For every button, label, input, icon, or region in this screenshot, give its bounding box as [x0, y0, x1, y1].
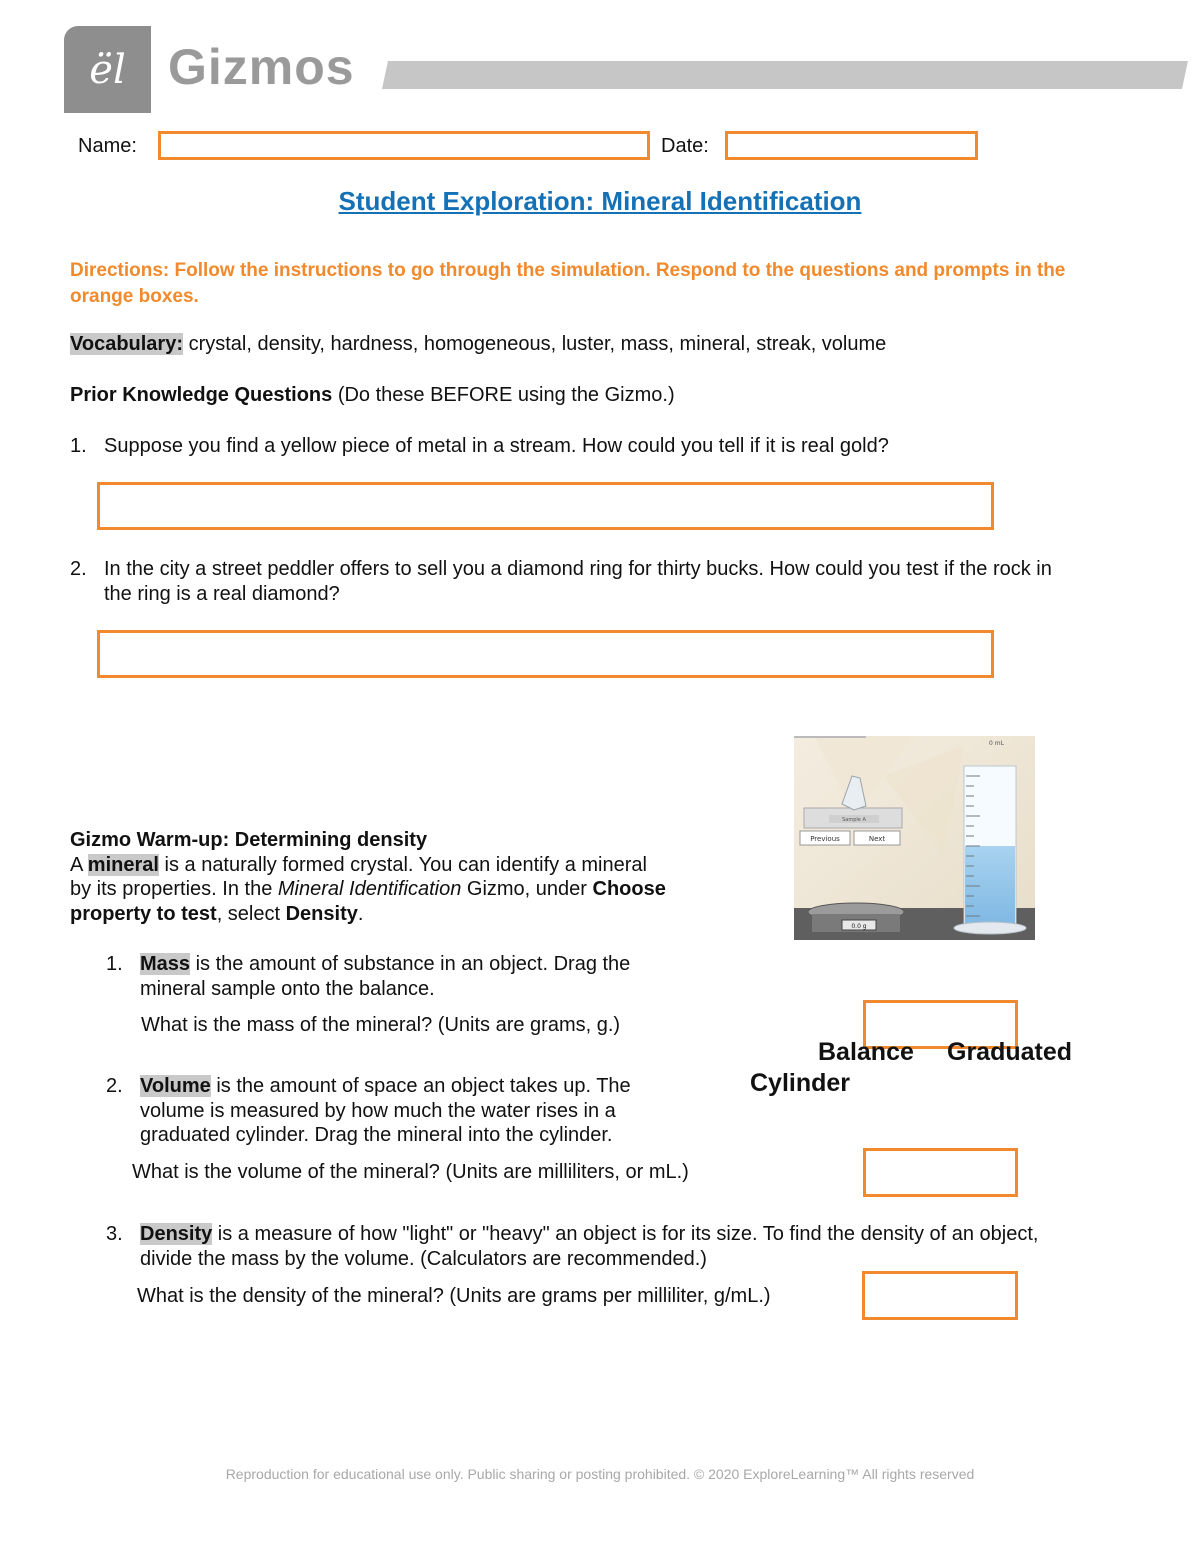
term-mass: Mass [140, 953, 191, 975]
simulation-illustration [794, 736, 1035, 940]
graduated-label: Graduated [947, 1038, 1073, 1066]
footer-copyright: Reproduction for educational use only. Public sharing or posting prohibited. © 2020 ExploreLearning™ All rights reserved [225, 1466, 975, 1482]
vocabulary [70, 332, 886, 357]
prior-note: (Do these BEFORE using the Gizmo.) [337, 384, 675, 406]
choose-text: Choose [592, 878, 666, 900]
question-1 [70, 434, 889, 459]
name-label: Name: [78, 135, 137, 157]
warmup-text-f: . [357, 902, 364, 925]
warmup-item-2 [106, 1074, 706, 1148]
warmup-heading: Gizmo Warm-up: Determining density [70, 829, 428, 851]
sample-label: Sample A [842, 817, 866, 823]
warmup-section [70, 828, 730, 926]
item-3-number: 3. [106, 1223, 123, 1245]
mass-question: What is the mass of the mineral? (Units are grams, g.) [141, 1014, 621, 1036]
vocabulary-label: Vocabulary: [70, 333, 183, 355]
balance-readout: 0.0 g [851, 923, 867, 930]
item-2-text-line2: volume is measured by how much the water rises in a [140, 1099, 616, 1122]
warmup-text-a: A [70, 853, 88, 876]
gizmo-name: Mineral Identification [277, 878, 462, 900]
logo [64, 26, 151, 113]
question-2-number: 2. [70, 558, 87, 580]
item-3-text-line2: divide the mass by the volume. (Calculators are recommended.) [140, 1247, 707, 1270]
item-2-text-line1: is the amount of space an object takes up. The [210, 1075, 631, 1097]
answer-box-2[interactable] [97, 630, 994, 678]
answer-box-1[interactable] [97, 482, 994, 530]
item-2-text-line3: graduated cylinder. Drag the mineral into the cylinder. [140, 1124, 613, 1146]
warmup-text-c: by its properties. In the [70, 878, 278, 900]
question-1-text: Suppose you find a yellow piece of metal in a stream. How could you tell if it is real gold? [104, 435, 889, 457]
directions: Directions: Follow the instructions to go through the simulation. Respond to the questions and prompts in the orange boxes. [70, 260, 1066, 307]
term-density: Density [140, 1223, 213, 1245]
question-2-text-line2: the ring is a real diamond? [104, 583, 340, 605]
property-text: property to test [70, 902, 217, 925]
prior-knowledge-heading [70, 383, 675, 408]
warmup-item-1 [106, 952, 706, 1001]
warmup-text-b: is a naturally formed crystal. You can identify a mineral [158, 853, 647, 876]
gizmo-simulation-image [794, 736, 1035, 940]
next-label: Next [868, 835, 886, 843]
warmup-item-3 [106, 1222, 1166, 1271]
item-2-number: 2. [106, 1075, 123, 1097]
balance-label: Balance [818, 1038, 914, 1066]
density-answer-box[interactable] [862, 1271, 1018, 1320]
density-question: What is the density of the mineral? (Units are grams per milliliter, g/mL.) [137, 1285, 771, 1307]
vocabulary-terms: crystal, density, hardness, homogeneous, luster, mass, mineral, streak, volume [188, 333, 887, 355]
term-volume: Volume [140, 1075, 211, 1097]
warmup-text-d: Gizmo, under [461, 878, 593, 900]
item-1-number: 1. [106, 953, 123, 975]
date-field[interactable] [725, 131, 978, 160]
volume-answer-box[interactable] [863, 1148, 1018, 1197]
cylinder-label: Cylinder [750, 1069, 851, 1097]
logo-mark: ël [89, 46, 126, 93]
item-3-text-line1: is a measure of how "light" or "heavy" an object is for its size. To find the density of an object, [212, 1223, 1039, 1245]
previous-label: Previous [810, 835, 840, 843]
term-mineral: mineral [87, 853, 159, 876]
cylinder-unit: 0 mL [989, 740, 1004, 747]
question-2-text-line1: In the city a street peddler offers to sell you a diamond ring for thirty bucks. How could you test if the rock in [104, 558, 1052, 580]
logo-text: Gizmos [168, 39, 355, 95]
name-field[interactable] [158, 131, 650, 160]
item-1-text-line1: is the amount of substance in an object. Drag the [190, 953, 631, 975]
volume-question: What is the volume of the mineral? (Units are milliliters, or mL.) [132, 1161, 689, 1183]
question-1-number: 1. [70, 435, 87, 457]
prior-heading: Prior Knowledge Questions [70, 384, 333, 406]
question-2 [70, 557, 1160, 607]
header-bar [382, 61, 1188, 89]
warmup-text-e: , select [216, 902, 286, 925]
date-label: Date: [661, 135, 709, 157]
density-text: Density [285, 902, 358, 925]
page-title: Student Exploration: Mineral Identification [338, 186, 862, 216]
item-1-text-line2: mineral sample onto the balance. [140, 977, 435, 1000]
